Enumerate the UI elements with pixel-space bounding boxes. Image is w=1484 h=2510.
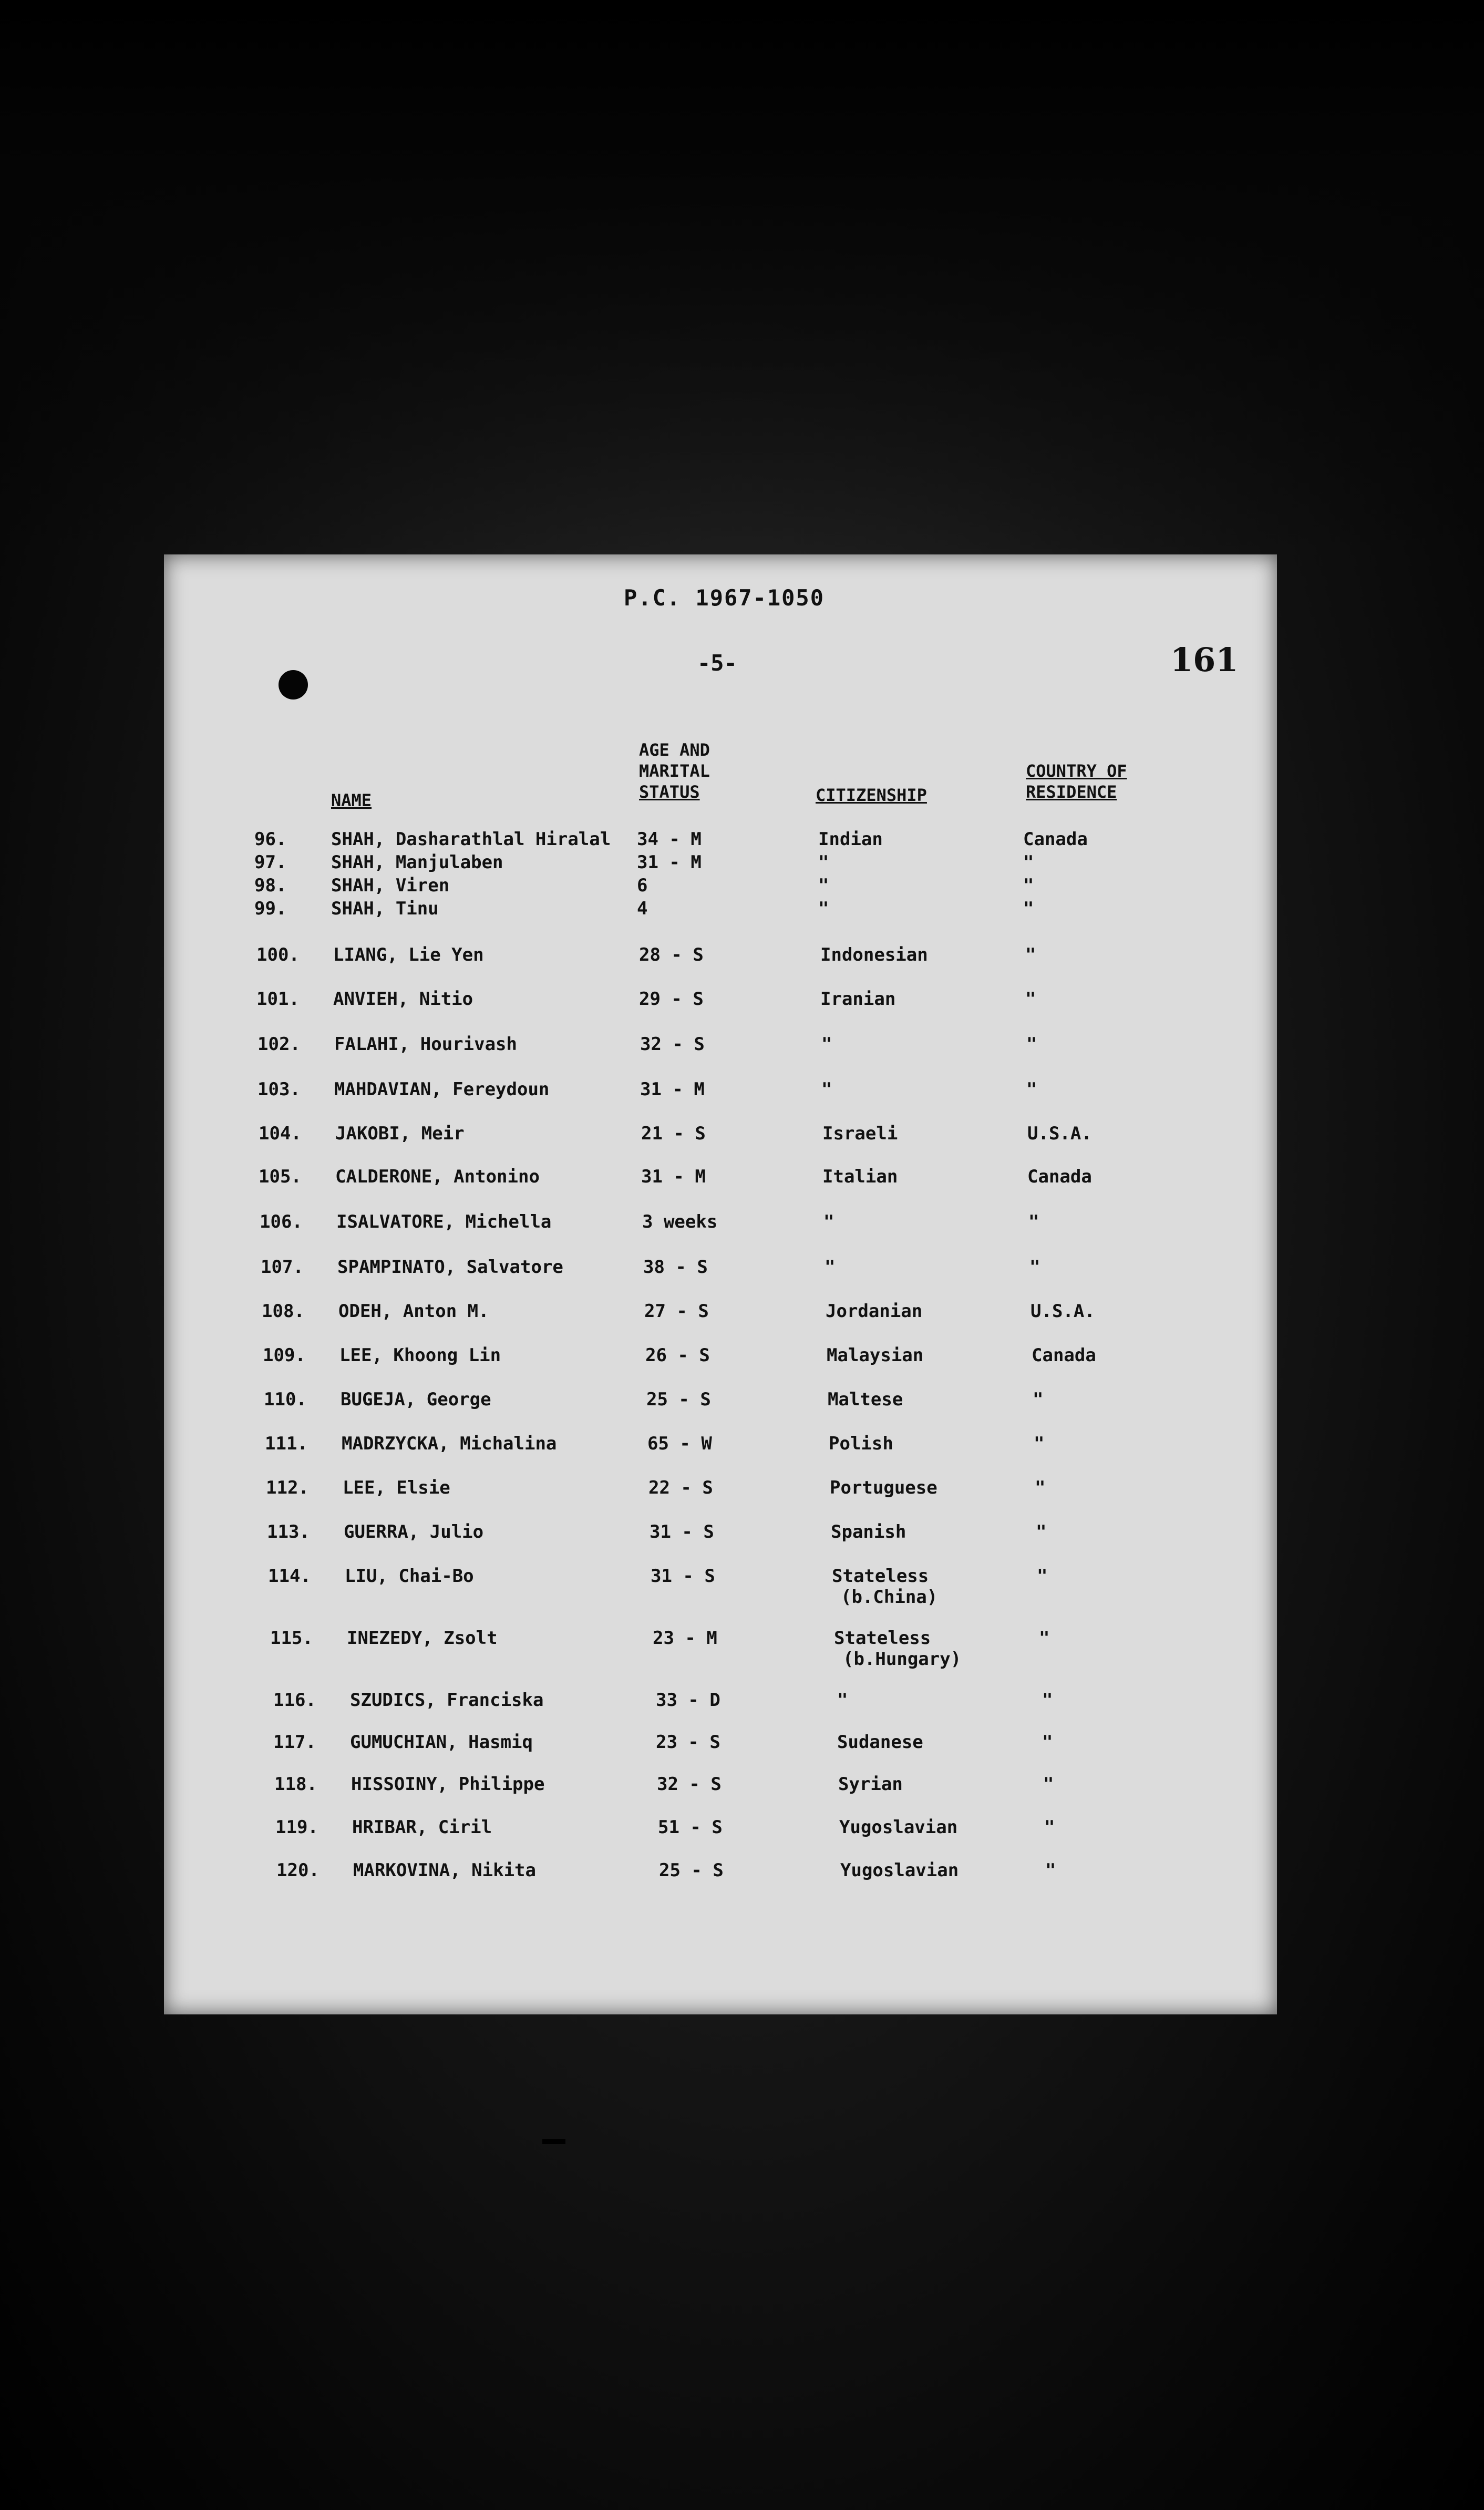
country-of-residence: "	[1033, 1389, 1044, 1410]
row-number: 108.	[262, 1301, 305, 1322]
country-of-residence: "	[1025, 989, 1036, 1010]
person-name: MADRZYCKA, Michalina	[342, 1433, 557, 1454]
row-number: 110.	[264, 1389, 307, 1410]
row-number: 103.	[257, 1079, 301, 1100]
row-number: 104.	[259, 1123, 302, 1144]
age-marital-status: 65 - W	[647, 1433, 712, 1454]
person-name: HRIBAR, Ciril	[352, 1817, 492, 1838]
citizenship: Italian	[822, 1166, 898, 1187]
citizenship: Malaysian	[827, 1345, 924, 1366]
country-of-residence: "	[1045, 1860, 1056, 1881]
citizenship: Israeli	[822, 1123, 898, 1144]
citizenship: Stateless	[834, 1628, 931, 1649]
age-marital-status: 31 - S	[651, 1566, 715, 1587]
country-of-residence: "	[1026, 1079, 1037, 1100]
age-marital-status: 32 - S	[657, 1774, 722, 1795]
person-name: GUMUCHIAN, Hasmiq	[350, 1732, 533, 1753]
citizenship: Sudanese	[837, 1732, 923, 1753]
country-of-residence: "	[1034, 1433, 1045, 1454]
person-name: SHAH, Viren	[331, 875, 450, 896]
citizenship: Iranian	[820, 989, 896, 1010]
citizenship: "	[818, 852, 829, 873]
column-header-name: NAME	[331, 790, 372, 810]
person-name: SZUDICS, Franciska	[350, 1690, 544, 1711]
row-number: 102.	[257, 1034, 301, 1055]
scan-artifact	[542, 2139, 565, 2144]
scan-background	[0, 0, 1484, 557]
person-name: ISALVATORE, Michella	[336, 1211, 552, 1232]
age-header-line: STATUS	[639, 782, 700, 802]
person-name: SHAH, Tinu	[331, 898, 439, 919]
country-of-residence: "	[1042, 1732, 1053, 1753]
person-name: INEZEDY, Zsolt	[347, 1628, 498, 1649]
age-marital-status: 26 - S	[645, 1345, 710, 1366]
person-name: MARKOVINA, Nikita	[353, 1860, 536, 1881]
age-header-line: AGE AND	[639, 740, 710, 760]
column-header-age	[639, 739, 710, 803]
age-marital-status: 34 - M	[637, 829, 702, 850]
citizenship: Indian	[818, 829, 883, 850]
citizenship: Spanish	[831, 1521, 906, 1542]
citizenship: Syrian	[838, 1774, 903, 1795]
row-number: 114.	[268, 1566, 311, 1587]
citizenship: Yugoslavian	[840, 1860, 959, 1881]
row-number: 107.	[261, 1257, 304, 1278]
country-of-residence: "	[1035, 1477, 1046, 1498]
row-number: 97.	[254, 852, 287, 873]
country-of-residence: "	[1043, 1774, 1054, 1795]
person-name: SHAH, Manjulaben	[331, 852, 503, 873]
person-name: LEE, Khoong Lin	[339, 1345, 501, 1366]
country-of-residence: Canada	[1023, 829, 1088, 850]
person-name: CALDERONE, Antonino	[335, 1166, 540, 1187]
person-name: FALAHI, Hourivash	[334, 1034, 517, 1055]
age-marital-status: 32 - S	[640, 1034, 705, 1055]
person-name: SPAMPINATO, Salvatore	[337, 1257, 563, 1278]
citizenship: "	[821, 1034, 832, 1055]
age-marital-status: 6	[637, 875, 648, 896]
page-number: -5-	[697, 650, 737, 676]
country-of-residence: "	[1042, 1690, 1053, 1711]
age-marital-status: 31 - M	[640, 1079, 705, 1100]
citizenship: "	[818, 875, 829, 896]
row-number: 113.	[267, 1521, 310, 1542]
row-number: 96.	[254, 829, 287, 850]
row-number: 112.	[266, 1477, 309, 1498]
country-of-residence: "	[1023, 875, 1034, 896]
column-header-residence	[1026, 760, 1127, 803]
row-number: 116.	[273, 1690, 316, 1711]
age-header-line: MARITAL	[639, 761, 710, 781]
age-marital-status: 29 - S	[639, 989, 704, 1010]
person-name: HISSOINY, Philippe	[351, 1774, 545, 1795]
age-marital-status: 31 - M	[637, 852, 702, 873]
citizenship-birthplace: (b.China)	[841, 1587, 938, 1608]
country-of-residence: U.S.A.	[1027, 1123, 1092, 1144]
country-of-residence: "	[1036, 1521, 1047, 1542]
residence-header-line: COUNTRY OF	[1026, 761, 1127, 781]
row-number: 109.	[263, 1345, 306, 1366]
folio-number: 161	[1170, 641, 1239, 679]
country-of-residence: "	[1029, 1257, 1040, 1278]
row-number: 101.	[256, 989, 300, 1010]
country-of-residence: Canada	[1032, 1345, 1096, 1366]
country-of-residence: Canada	[1027, 1166, 1092, 1187]
age-marital-status: 25 - S	[659, 1860, 724, 1881]
row-number: 119.	[275, 1817, 318, 1838]
person-name: LIANG, Lie Yen	[333, 944, 484, 965]
age-marital-status: 27 - S	[644, 1301, 709, 1322]
row-number: 99.	[254, 898, 287, 919]
age-marital-status: 31 - S	[650, 1521, 714, 1542]
citizenship: "	[821, 1079, 832, 1100]
citizenship: Jordanian	[826, 1301, 923, 1322]
citizenship: Stateless	[832, 1566, 929, 1587]
age-marital-status: 38 - S	[643, 1257, 708, 1278]
age-marital-status: 51 - S	[658, 1817, 723, 1838]
row-number: 120.	[276, 1860, 320, 1881]
row-number: 111.	[265, 1433, 308, 1454]
person-name: JAKOBI, Meir	[335, 1123, 465, 1144]
person-name: GUERRA, Julio	[344, 1521, 484, 1542]
citizenship-birthplace: (b.Hungary)	[843, 1649, 962, 1670]
column-header-citizenship: CITIZENSHIP	[816, 785, 927, 805]
age-marital-status: 25 - S	[646, 1389, 711, 1410]
row-number: 117.	[273, 1732, 316, 1753]
person-name: LIU, Chai-Bo	[345, 1566, 474, 1587]
person-name: ANVIEH, Nitio	[333, 989, 473, 1010]
citizenship: "	[837, 1690, 848, 1711]
row-number: 106.	[260, 1211, 303, 1232]
citizenship: Polish	[829, 1433, 893, 1454]
age-marital-status: 22 - S	[648, 1477, 713, 1498]
country-of-residence: "	[1044, 1817, 1055, 1838]
row-number: 118.	[274, 1774, 317, 1795]
order-reference: P.C. 1967-1050	[624, 585, 825, 611]
country-of-residence: "	[1039, 1628, 1050, 1649]
country-of-residence: "	[1023, 898, 1034, 919]
age-marital-status: 4	[637, 898, 648, 919]
row-number: 100.	[256, 944, 300, 965]
age-marital-status: 31 - M	[641, 1166, 706, 1187]
citizenship: Yugoslavian	[839, 1817, 958, 1838]
citizenship: "	[818, 898, 829, 919]
document-page	[164, 554, 1277, 2014]
age-marital-status: 28 - S	[639, 944, 704, 965]
country-of-residence: "	[1026, 1034, 1037, 1055]
age-marital-status: 21 - S	[641, 1123, 706, 1144]
citizenship: Portuguese	[830, 1477, 937, 1498]
row-number: 98.	[254, 875, 287, 896]
person-name: LEE, Elsie	[343, 1477, 450, 1498]
residence-header-line: RESIDENCE	[1026, 782, 1117, 802]
age-marital-status: 23 - S	[656, 1732, 720, 1753]
country-of-residence: "	[1037, 1566, 1048, 1587]
person-name: SHAH, Dasharathlal Hiralal	[331, 829, 611, 850]
citizenship: Indonesian	[820, 944, 928, 965]
punch-hole-icon	[279, 670, 308, 699]
person-name: ODEH, Anton M.	[338, 1301, 489, 1322]
person-name: MAHDAVIAN, Fereydoun	[334, 1079, 550, 1100]
age-marital-status: 33 - D	[656, 1690, 720, 1711]
country-of-residence: "	[1028, 1211, 1039, 1232]
citizenship: Maltese	[828, 1389, 903, 1410]
country-of-residence: U.S.A.	[1030, 1301, 1095, 1322]
row-number: 115.	[270, 1628, 313, 1649]
person-name: BUGEJA, George	[341, 1389, 491, 1410]
citizenship: "	[823, 1211, 834, 1232]
age-marital-status: 3 weeks	[642, 1211, 718, 1232]
country-of-residence: "	[1023, 852, 1034, 873]
country-of-residence: "	[1025, 944, 1036, 965]
age-marital-status: 23 - M	[653, 1628, 717, 1649]
citizenship: "	[825, 1257, 836, 1278]
row-number: 105.	[259, 1166, 302, 1187]
